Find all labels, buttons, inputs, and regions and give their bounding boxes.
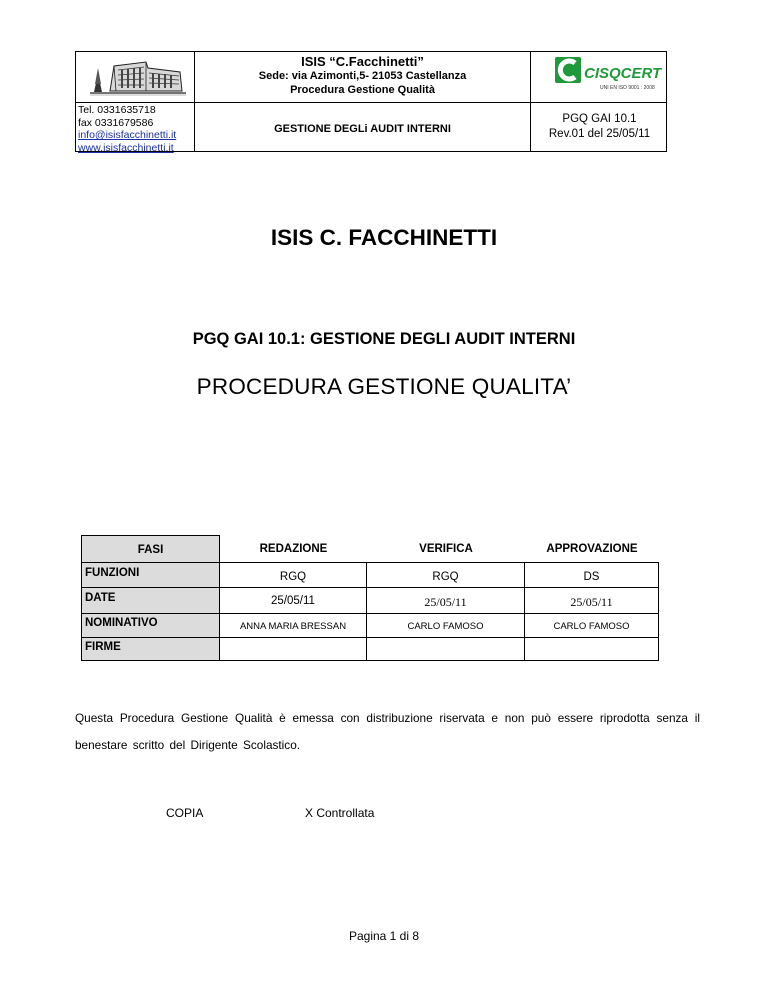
page-number: Pagina 1 di 8: [348, 929, 420, 943]
funzione-approvazione: DS: [524, 562, 659, 588]
procedure-title: PROCEDURA GESTIONE QUALITA’: [196, 374, 572, 399]
row-label-funzioni: FUNZIONI: [81, 562, 220, 588]
svg-text:UNI EN ISO 9001 : 2008: UNI EN ISO 9001 : 2008: [600, 85, 655, 91]
funzione-redazione: RGQ: [219, 562, 367, 588]
document-header: [75, 51, 667, 152]
nominativo-verifica: CARLO FAMOSO: [366, 613, 525, 638]
divider: [76, 102, 666, 103]
copy-status: X Controllata: [305, 806, 375, 820]
document-type: Procedura Gestione Qualità: [290, 84, 435, 96]
date-redazione: 25/05/11: [219, 587, 367, 614]
fax-number: fax 0331679586: [78, 116, 154, 129]
col-header-verifica: VERIFICA: [419, 543, 473, 555]
row-label-nominativo: NOMINATIVO: [81, 613, 220, 638]
school-building-illustration: [88, 58, 188, 98]
date-verifica: 25/05/11: [366, 587, 525, 614]
nominativo-approvazione: CARLO FAMOSO: [524, 613, 659, 638]
document-code: PGQ GAI 10.1: [562, 113, 637, 125]
website-link[interactable]: www.isisfacchinetti.it: [78, 141, 174, 154]
section-title: GESTIONE DEGLi AUDIT INTERNI: [274, 123, 451, 135]
school-address: Sede: via Azimonti,5- 21053 Castellanza: [258, 70, 467, 82]
firma-approvazione: [524, 637, 659, 661]
phone-number: Tel. 0331635718: [78, 104, 156, 116]
row-label-date: DATE: [81, 587, 220, 614]
school-logo: [76, 52, 194, 102]
cisqcert-logo: [554, 56, 662, 98]
date-approvazione: 25/05/11: [524, 587, 659, 614]
school-name: ISIS “C.Facchinetti”: [301, 54, 424, 69]
nominativo-redazione: ANNA MARIA BRESSAN: [219, 613, 367, 638]
copy-label: COPIA: [166, 806, 204, 820]
certification-mark: [554, 56, 662, 98]
procedure-code-title: PGQ GAI 10.1: GESTIONE DEGLI AUDIT INTERNI: [192, 330, 576, 348]
funzione-verifica: RGQ: [366, 562, 525, 588]
revision-info: Rev.01 del 25/05/11: [548, 128, 651, 140]
firma-redazione: [219, 637, 367, 661]
row-label-firme: FIRME: [81, 637, 220, 661]
firma-verifica: [366, 637, 525, 661]
main-title: ISIS C. FACCHINETTI: [270, 225, 498, 250]
svg-text:CISQCERT: CISQCERT: [584, 65, 662, 82]
email-link[interactable]: info@isisfacchinetti.it: [78, 129, 177, 141]
contact-info: [78, 104, 194, 154]
col-header-redazione: REDAZIONE: [259, 543, 328, 555]
row-label-fasi: FASI: [81, 535, 220, 563]
distribution-note: Questa Procedura Gestione Qualità è emessa con distribuzione riservata e non può essere riprodotta senza il benestare scritto del Dirigente Scolastico.: [75, 711, 700, 752]
col-header-approvazione: APPROVAZIONE: [546, 543, 638, 555]
